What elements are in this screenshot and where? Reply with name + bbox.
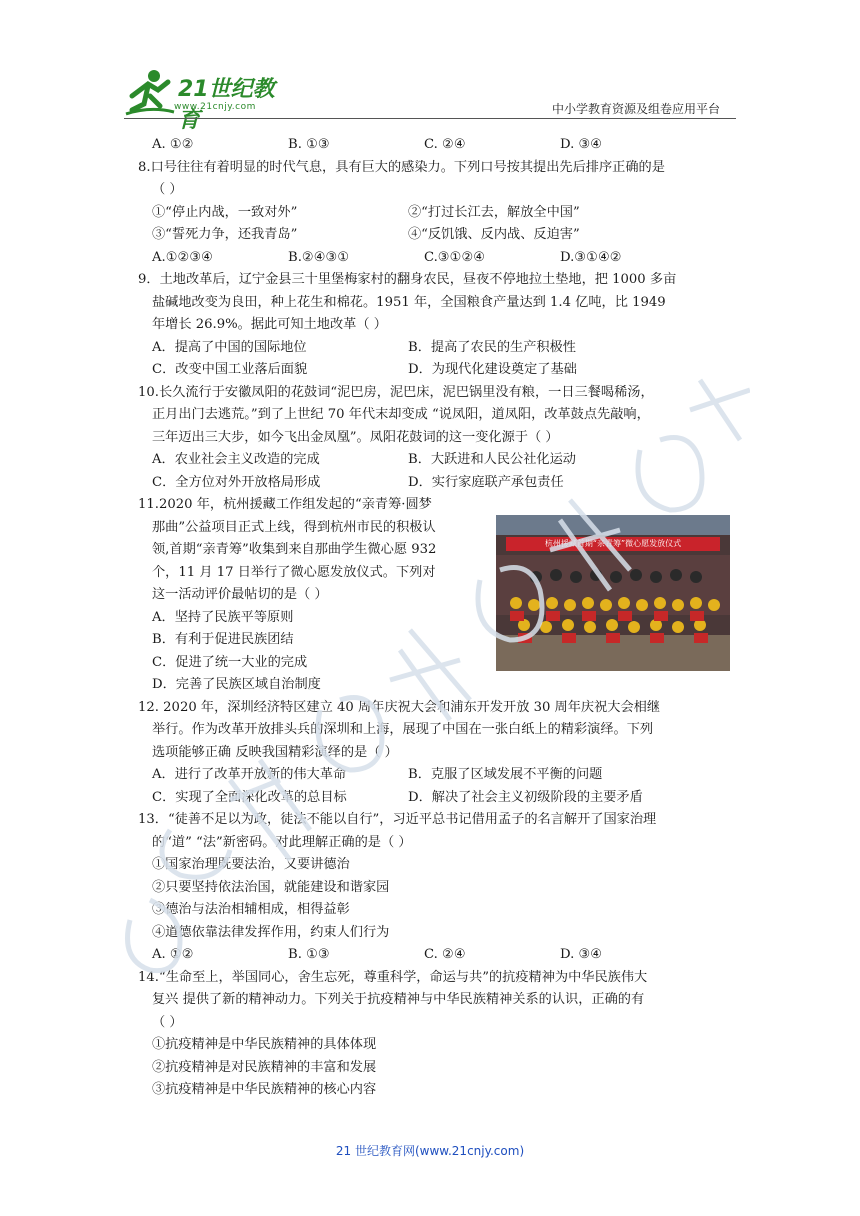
option-text: D. ③④ [560,947,603,962]
question-line: ④道德依靠法律发挥作用，约束人们行为 [152,924,390,940]
options-row [138,134,738,157]
question-line: 那曲”公益项目正式上线，得到杭州市民的积极认 [152,519,436,535]
option-text: D．实行家庭联产承包责任 [408,474,564,490]
option-text: D．解决了社会主义初级阶段的主要矛盾 [408,789,643,805]
question-line: ①抗疫精神是中华民族精神的具体体现 [152,1037,377,1052]
option-text: C. ②④ [424,137,466,152]
options-row [138,247,738,270]
option-text: C.③①②④ [424,249,486,265]
question-line: ③德治与法治相辅相成，相得益彰 [152,902,350,917]
question-line: ①国家治理既要法治，又要讲德治 [152,857,350,872]
option-text: A. ①② [152,137,194,152]
option-text: ④“反饥饿、反内战、反迫害” [408,227,580,242]
question-line: 盐碱地改变为良田，种上花生和棉花。1951 年，全国粮食产量达到 1.4 亿吨，比 1949 [152,294,666,310]
options-row [138,944,738,967]
question-line: 个，11 月 17 日举行了微心愿发放仪式。下列对 [152,564,436,580]
option-text: C. ②④ [424,947,466,962]
option-text: ①“停止内战，一致对外” [152,204,298,220]
photo-banner: 杭州援藏首期“亲青筹”微心愿发放仪式 [506,537,720,551]
options-row [138,337,738,360]
question-stem: 11.2020 年，杭州援藏工作组发起的“亲青筹·圆梦 [138,497,432,512]
option-text: ③“誓死力争，还我青岛” [152,227,298,242]
question-stem: 12. 2020 年，深圳经济特区建立 40 周年庆祝大会和浦东开发开放 30 周年庆祝大会相继 [138,699,661,715]
options-row [138,764,738,787]
question-stem: 13．“徒善不足以为政，徒法不能以自行”，习近平总书记借用孟子的名言解开了国家治理 [138,812,657,827]
option-text: ②“打过长江去，解放全中国” [408,204,580,220]
question-line: 三年迈出三大步，如今飞出金凤凰”。凤阳花鼓词的这一变化源于（ ） [152,429,559,445]
option-text: B. ①③ [288,947,330,962]
question-stem: 10.长久流行于安徽凤阳的花鼓词“泥巴房，泥巴床，泥巴锅里没有粮，一日三餐喝稀汤， [138,384,654,400]
option-text: B．大跃进和人民公社化运动 [408,452,576,467]
site-logo[interactable] [124,66,294,133]
question-line: ②抗疫精神是对民族精神的丰富和发展 [152,1059,377,1075]
platform-name: 中小学教育资源及组卷应用平台 [551,102,720,116]
option-text: A. ①② [152,947,194,962]
options-row [138,787,738,810]
option-text: A．进行了改革开放新的伟大革命 [152,767,347,782]
option-text: A．农业社会主义改造的完成 [152,452,320,467]
question-line: 领,首期“亲青筹”收集到来自那曲学生微心愿 932 [152,542,437,557]
event-photo [496,515,730,671]
question-line: C．促进了统一大业的完成 [152,654,308,670]
question-line: A．坚持了民族平等原则 [152,609,294,625]
question-line: B．有利于促进民族团结 [152,632,294,647]
header-divider [124,118,736,119]
option-text: B.②④③① [288,249,350,265]
question-stem: 9．土地改革后，辽宁金县三十里堡梅家村的翻身农民，昼夜不停地拉土垫地，把 1000 多亩 [138,272,677,287]
question-line: 正月出门去逃荒。”到了上世纪 70 年代末却变成 “说凤阳，道凤阳，改革鼓点先敲响， [152,407,650,422]
runner-logo-icon [124,66,176,118]
question-line: （ ） [152,182,183,197]
option-text: A.①②③④ [152,249,214,265]
options-row [138,224,738,247]
question-stem: 8.口号往往有着明显的时代气息，具有巨大的感染力。下列口号按其提出先后排序正确的是 [138,159,665,175]
option-text: A．提高了中国的国际地位 [152,339,307,355]
option-text: D.③①④② [560,249,622,265]
option-text: C．改变中国工业落后面貌 [152,362,308,377]
question-line: ②只要坚持依法治国，就能建设和谐家园 [152,879,390,895]
option-text: C．实现了全面深化改革的总目标 [152,789,347,805]
option-text: C．全方位对外开放格局形成 [152,474,321,490]
question-line: 选项能够正确 反映我国精彩演绎的是（ ） [152,744,398,760]
options-row [138,202,738,225]
option-text: B．提高了农民的生产积极性 [408,339,576,355]
logo-url: www.21cnjy.com [174,102,256,112]
question-line: 这一活动评价最帖切的是（ ） [152,587,328,602]
question-line: 举行。作为改革开放排头兵的深圳和上海，展现了中国在一张白纸上的精彩演绎。下列 [152,722,654,737]
question-line: 的“道” “法”新密码。对此理解正确的是（ ） [152,834,412,850]
options-row [138,449,738,472]
option-text: B．克服了区域发展不平衡的问题 [408,767,603,782]
option-text: D. ③④ [560,137,603,152]
question-stem: 14.“生命至上，举国同心，舍生忘死，尊重科学，命运与共”的抗疫精神为中华民族伟大 [138,969,648,985]
question-line: D．完善了民族区域自治制度 [152,677,321,692]
question-line: 复兴 提供了新的精神动力。下列关于抗疫精神与中华民族精神关系的认识，正确的有 [152,992,645,1007]
question-line: （ ） [152,1014,183,1030]
footer-link[interactable]: 21 世纪教育网(www.21cnjy.com) [335,1144,525,1158]
option-text: D．为现代化建设奠定了基础 [408,362,577,377]
options-row [138,359,738,382]
question-line: ③抗疫精神是中华民族精神的核心内容 [152,1082,377,1097]
option-text: B. ①③ [288,137,330,152]
logo-text: 21世纪教育 [178,77,275,133]
options-row [138,472,738,495]
question-line: 年增长 26.9%。据此可知土地改革（ ） [152,317,387,332]
page-header [0,0,860,133]
